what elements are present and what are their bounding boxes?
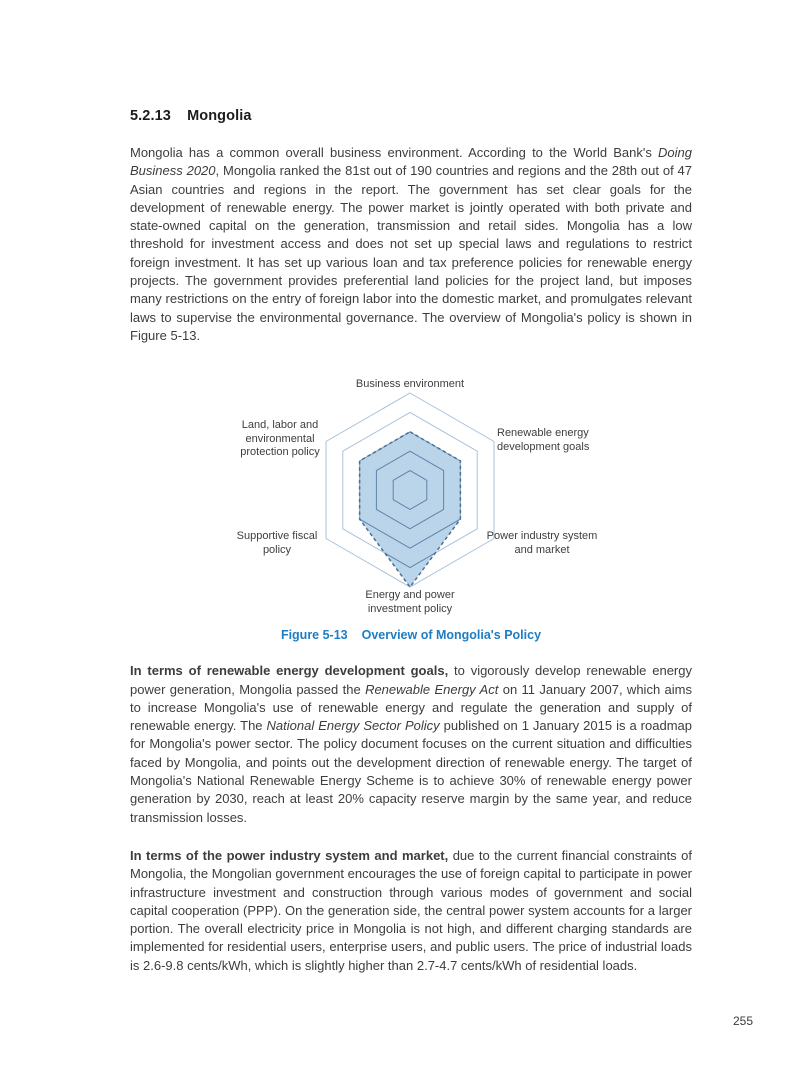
section-heading xyxy=(130,108,692,124)
page-content xyxy=(130,108,692,975)
axis-label-renewable-energy-goals: Renewable energy development goals xyxy=(497,427,590,453)
axis-label-business-environment: Business environment xyxy=(355,378,465,391)
paragraph-renewable-goals: In terms of renewable energy development goals, to vigorously develop renewable energy power generation, Mongolia passed the Renewable Energy Act on 11 January 2007, which aims to increase Mongolia's use of renewable energy and regulate the generation and supply of renewable energy. The National Energy Sector Policy published on 1 January 2015 is a roadmap for Mongolia's power sector. The policy document focuses on the current situation and difficulties faced by Mongolia, and points out the development direction of renewable energy. The target of Mongolia's National Renewable Energy Scheme is to achieve 30% of renewable energy power generation by 2030, reach at least 20% capacity reserve margin by the same year, and reduce transmission losses. xyxy=(130,663,692,825)
figure-caption xyxy=(130,628,692,642)
axis-label-energy-investment: Energy and power investment policy xyxy=(365,589,455,615)
paragraph-power-market: In terms of the power industry system and market, due to the current financial constraints of Mongolia, the Mongolian government encourages the use of foreign capital to participate in power infrastructure investment and construction through various modes of government and social capital cooperation (PPP). On the generation side, the central power system accounts for a larger portion. The overall electricity price in Mongolia is not high, and different charging standards are implemented for residential users, enterprise users, and public users. The price of industrial loads is 2.6-9.8 cents/kWh, which is slightly higher than 2.7-4.7 cents/kWh of residential loads. xyxy=(130,847,692,973)
page-number: 255 xyxy=(732,1014,753,1028)
figure-title: Overview of Mongolia's Policy xyxy=(361,628,542,643)
radar-chart-canvas xyxy=(130,373,692,621)
axis-label-supportive-fiscal: Supportive fiscal policy xyxy=(236,530,318,556)
axis-label-power-industry: Power industry system and market xyxy=(486,530,598,556)
axis-label-land-labor: Land, labor and environmental protection policy xyxy=(240,419,320,459)
section-title: Mongolia xyxy=(187,108,252,124)
radar-chart-figure xyxy=(130,373,692,621)
paragraph-intro: Mongolia has a common overall business environment. According to the World Bank's Doing Business 2020, Mongolia ranked the 81st out of 190 countries and regions and the 28th out of 47 Asian countries and regions in the report. The government has set clear goals for the development of renewable energy. The power market is jointly operated with both private and state-owned capital on the generation, transmission and retail sides. Mongolia has a low threshold for investment access and does not set up special laws and regulations to restrict foreign investment. It has set up various loan and tax preference policies for renewable energy projects. The government provides preferential land policies for the project land, but imposes many restrictions on the entry of foreign labor into the domestic market, and promulgates relevant laws to supervise the environmental governance. The overview of Mongolia's policy is shown in Figure 5-13. xyxy=(130,145,693,343)
figure-label: Figure 5-13 xyxy=(280,628,348,643)
section-number: 5.2.13 xyxy=(130,108,171,124)
